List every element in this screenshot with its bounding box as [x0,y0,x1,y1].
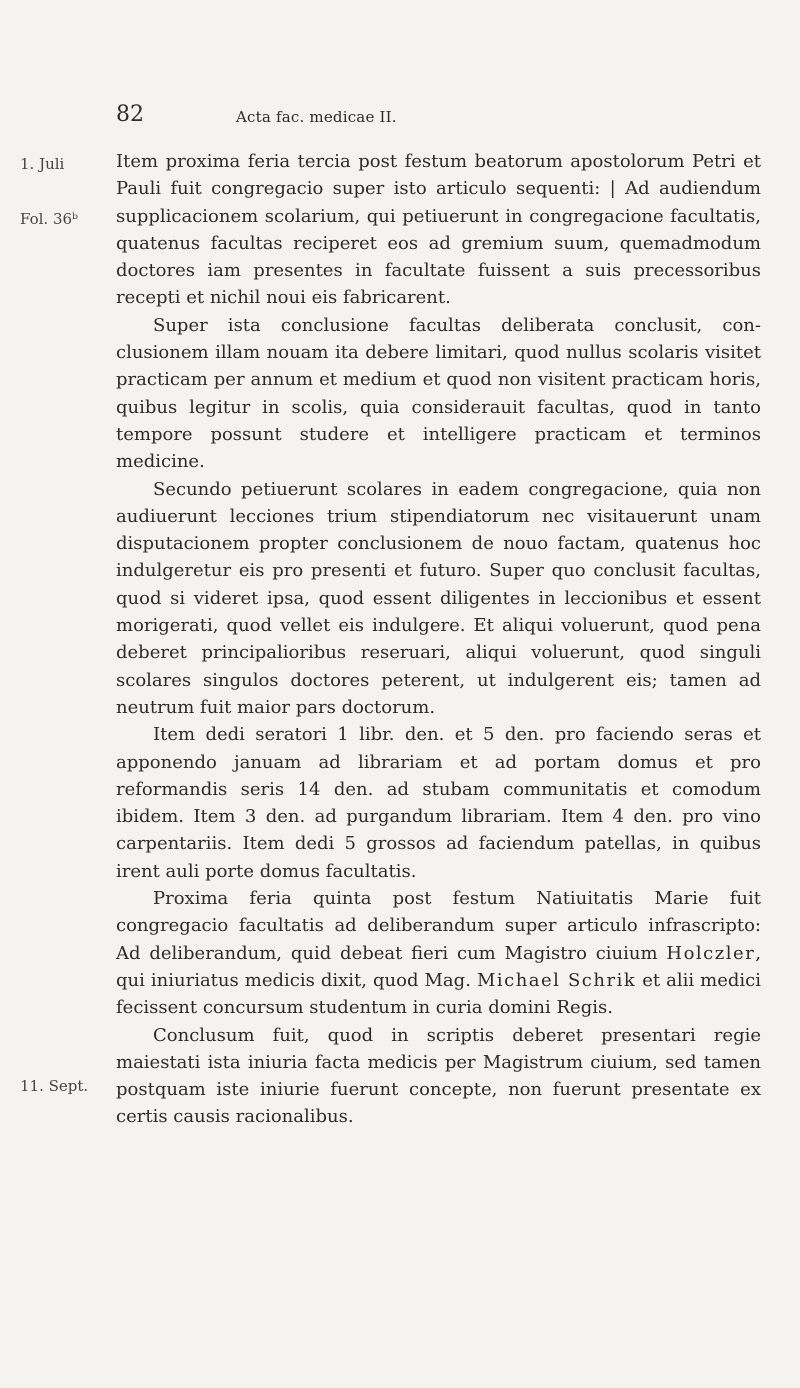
paragraph [116,885,761,1021]
page-number: 82 [116,102,144,127]
paragraph: Item proxima feria tercia post festum beatorum apostolorum Petri et Pauli fuit congregacio super isto articulo sequenti: | Ad audiendum supplicacionem scolarium, qui petiuerunt in congregacione facultatis, quatenus facultas reciperet eos ad gremium suum, quemadmodum doctores iam presentes in facultate fuissent a suis precessoribus recepti et nichil noui eis fabricarent. [116,151,761,309]
paragraph: Conclusum fuit, quod in scriptis deberet presentari regie maiestati ista iniuria facta medicis per Magistrum ciuium, sed tamen postquam iste iniurie fuerunt concepte, non fuerunt presentate ex certis causis racionalibus. [116,1024,761,1128]
paragraph: Super ista conclusione facultas deliberata conclusit, conclusionem illam nouam ita debere limitari, quod nullus scolaris visitet practicam per annum et medium et quod non visitent practicam horis, quibus legitur in scolis, quia considerauit facultas, quod in tanto tempore possunt studere et intelligere practicam et terminos medicine. [116,314,761,473]
paragraph-text: , qui iniuriatus medicis dixit, quod Mag. [116,942,761,991]
margin-note-date-july: 1. Juli [20,155,65,173]
paragraph-text: et alii medici fecissent concursum studentum in curia domini Regis. [116,969,762,1019]
document-body [116,148,761,1131]
running-title: Acta fac. medicae II. [236,108,397,126]
margin-note-date-sept: 11. Sept. [20,1077,89,1095]
paragraph: Secundo petiuerunt scolares in eadem congregacione, quia non audiuerunt lecciones trium stipendiatorum nec visitauerunt unam disputacionem propter conclusionem de nouo factam, quatenus hoc indulgeretur eis pro presenti et futuro. Super quo conclusit facultas, quod si videret ipsa, quod essent diligentes in leccionibus et essent morigerati, quod vellet eis indulgere. Et aliqui voluerunt, quod pena deberet principalioribus reseruari, aliqui voluerunt, quod singuli scolares singulos doctores peterent, ut indulgerent eis; tamen ad neutrum fuit maior pars doctorum. [116,478,761,718]
margin-note-folio: Fol. 36ᵇ [20,210,79,228]
person-name: Michael Schrik [476,969,637,991]
person-name: Holczler [666,942,756,964]
page-header [0,102,800,132]
paragraph-text: Proxima feria quinta post festum Natiuitatis Marie fuit congregacio facultatis ad deliberandum super articulo infrascripto: Ad deliberandum, quid debeat fieri cum Magistro ciuium [116,888,761,964]
paragraph: Item dedi seratori 1 libr. den. et 5 den. pro faciendo seras et apponendo januam ad librariam et ad portam domus et pro reformandis seris 14 den. ad stubam communitatis et comodum ibidem. Item 3 den. ad purgandum librariam. Item 4 den. pro vino carpentariis. Item dedi 5 grossos ad faciendum patellas, in quibus irent auli porte domus facultatis. [116,724,761,882]
